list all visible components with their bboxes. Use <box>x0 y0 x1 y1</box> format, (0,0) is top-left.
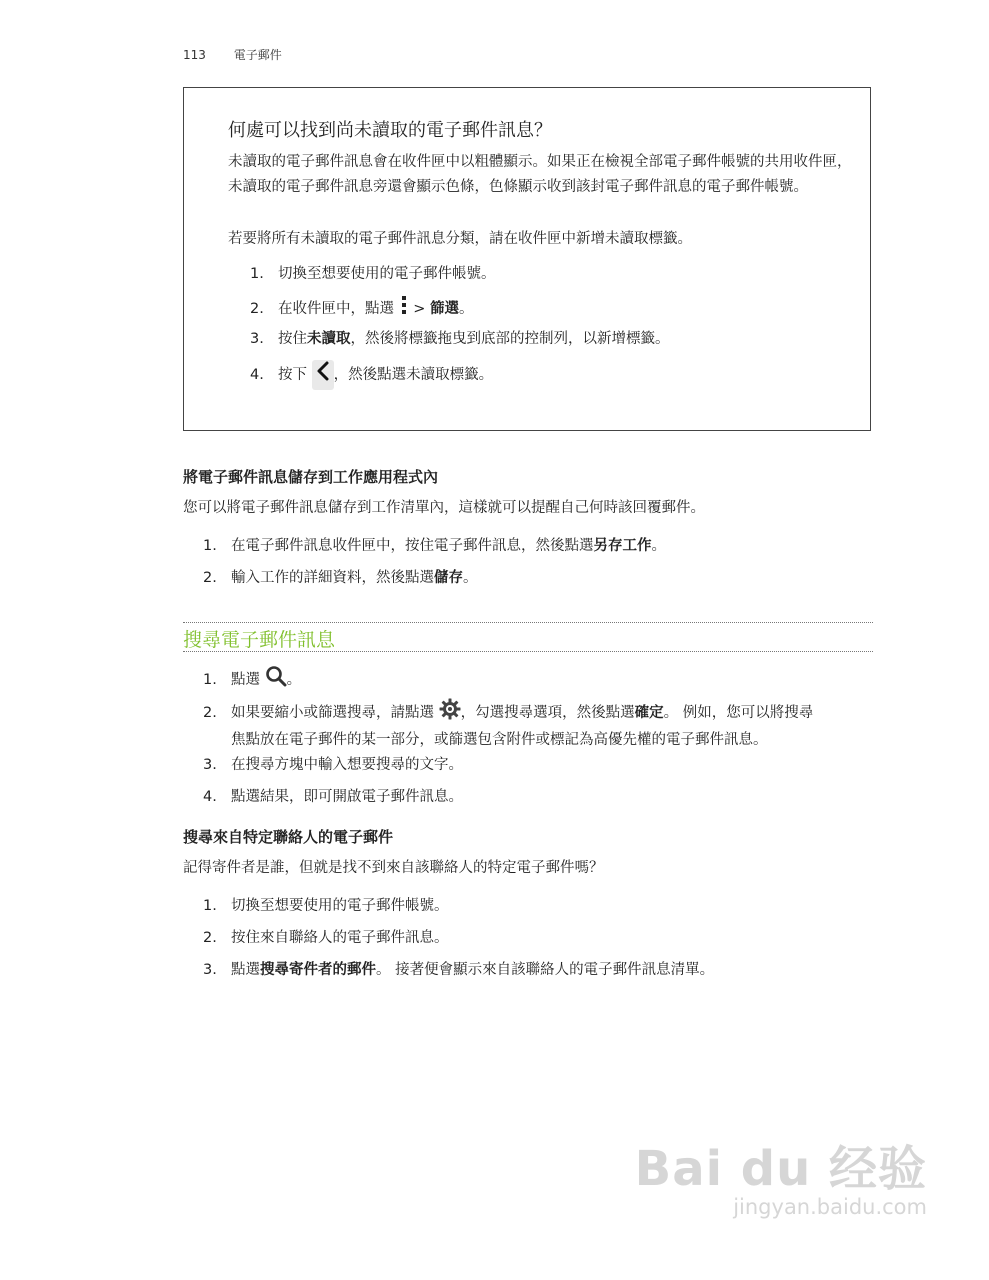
step-text-line2: 焦點放在電子郵件的某一部分，或篩選包含附件或標記為高優先權的電子郵件訊息。 <box>231 732 768 748</box>
contact-search-step-3 <box>203 958 714 982</box>
step-number: 3. <box>250 331 264 347</box>
save-task-heading: 將電子郵件訊息儲存到工作應用程式內 <box>183 468 439 486</box>
tip-box <box>183 87 871 431</box>
step-text: 點選 <box>231 672 260 688</box>
step-number: 2. <box>203 570 217 586</box>
tip-step-1 <box>250 262 496 286</box>
save-label: 儲存 <box>434 570 463 586</box>
step-text: 切換至想要使用的電子郵件帳號。 <box>231 898 449 914</box>
step-text: 在收件匣中，點選 <box>278 301 394 317</box>
step-text: 輸入工作的詳細資料，然後點選 <box>231 570 434 586</box>
step-number: 3. <box>203 962 217 978</box>
step-number: 2. <box>250 301 264 317</box>
step-text-end: 。 接著便會顯示來自該聯絡人的電子郵件訊息清單。 <box>376 962 715 978</box>
step-text-end: 。 <box>458 301 474 317</box>
step-number: 1. <box>203 898 217 914</box>
search-step-2 <box>203 698 883 752</box>
search-sender-label: 搜尋寄件者的郵件 <box>260 962 376 978</box>
tip-paragraph-1: 未讀取的電子郵件訊息會在收件匣中以粗體顯示。如果正在檢視全部電子郵件帳號的共用收件匣，未讀取的電子郵件訊息旁還會顯示色條，色條顯示收到該封電子郵件訊息的電子郵件帳號。 <box>228 154 852 195</box>
step-text-end: ，然後將標籤拖曳到底部的控制列，以新增標籤。 <box>350 331 670 347</box>
search-icon <box>265 665 287 695</box>
step-text: 點選結果，即可開啟電子郵件訊息。 <box>231 789 463 805</box>
step-number: 2. <box>203 705 217 721</box>
ok-label: 確定 <box>634 705 664 721</box>
step-text: 切換至想要使用的電子郵件帳號。 <box>278 266 496 282</box>
search-step-3 <box>203 753 463 777</box>
contact-search-heading: 搜尋來自特定聯絡人的電子郵件 <box>183 828 394 846</box>
step-number: 1. <box>250 266 264 282</box>
save-task-intro: 您可以將電子郵件訊息儲存到工作清單內，這樣就可以提醒自己何時該回覆郵件。 <box>183 500 705 516</box>
section-divider-top <box>183 622 873 623</box>
step-text-end: ，然後點選未讀取標籤。 <box>333 367 494 383</box>
search-step-1 <box>203 665 301 695</box>
save-as-task-label: 另存工作 <box>593 538 652 554</box>
step-text-end: 。 <box>463 570 478 586</box>
step-text: 在搜尋方塊中輸入想要搜尋的文字。 <box>231 757 463 773</box>
unread-label: 未讀取 <box>307 331 351 347</box>
watermark-url: jingyan.baidu.com <box>733 1195 927 1219</box>
step-text-end: 。 <box>651 538 666 554</box>
step-text-mid: ，勾選搜尋選項，然後點選 <box>460 705 635 721</box>
step-number: 1. <box>203 672 217 688</box>
tip-paragraph-2: 若要將所有未讀取的電子郵件訊息分類，請在收件匣中新增未讀取標籤。 <box>228 231 692 247</box>
contact-search-step-1 <box>203 894 449 918</box>
step-text: 如果要縮小或篩選搜尋，請點選 <box>231 705 434 721</box>
watermark-brand: Bai du 经验 <box>634 1141 927 1197</box>
section-divider-bottom <box>183 651 873 652</box>
chapter-title: 電子郵件 <box>233 48 282 62</box>
search-step-4 <box>203 785 463 809</box>
step-text-end: 。 例如，您可以將搜尋 <box>663 705 814 721</box>
page-header <box>183 46 282 63</box>
step-number: 1. <box>203 538 217 554</box>
page-number: 113 <box>183 48 206 62</box>
step-text: 按住 <box>278 331 307 347</box>
step-text-end: 。 <box>286 672 302 688</box>
tip-step-2 <box>250 295 473 323</box>
step-separator: > <box>408 301 430 317</box>
tip-step-4 <box>250 360 493 390</box>
step-number: 2. <box>203 930 217 946</box>
step-text: 在電子郵件訊息收件匣中，按住電子郵件訊息，然後點選 <box>231 538 594 554</box>
tip-title: 何處可以找到尚未讀取的電子郵件訊息？ <box>228 120 552 141</box>
contact-search-intro: 記得寄件者是誰，但就是找不到來自該聯絡人的特定電子郵件嗎？ <box>183 860 604 876</box>
tip-step-3 <box>250 327 670 351</box>
step-number: 3. <box>203 757 217 773</box>
step-number: 4. <box>250 367 264 383</box>
settings-gear-icon <box>439 698 461 728</box>
step-number: 4. <box>203 789 217 805</box>
back-icon <box>312 360 334 390</box>
step-text: 按住來自聯絡人的電子郵件訊息。 <box>231 930 449 946</box>
save-task-step-1 <box>203 534 666 558</box>
step-text: 點選 <box>231 962 260 978</box>
more-options-icon <box>399 295 409 323</box>
step-text: 按下 <box>278 367 307 383</box>
watermark <box>635 1130 927 1219</box>
save-task-step-2 <box>203 566 478 590</box>
contact-search-step-2 <box>203 926 449 950</box>
filter-label: 篩選 <box>429 301 459 317</box>
search-heading: 搜尋電子郵件訊息 <box>183 629 336 651</box>
